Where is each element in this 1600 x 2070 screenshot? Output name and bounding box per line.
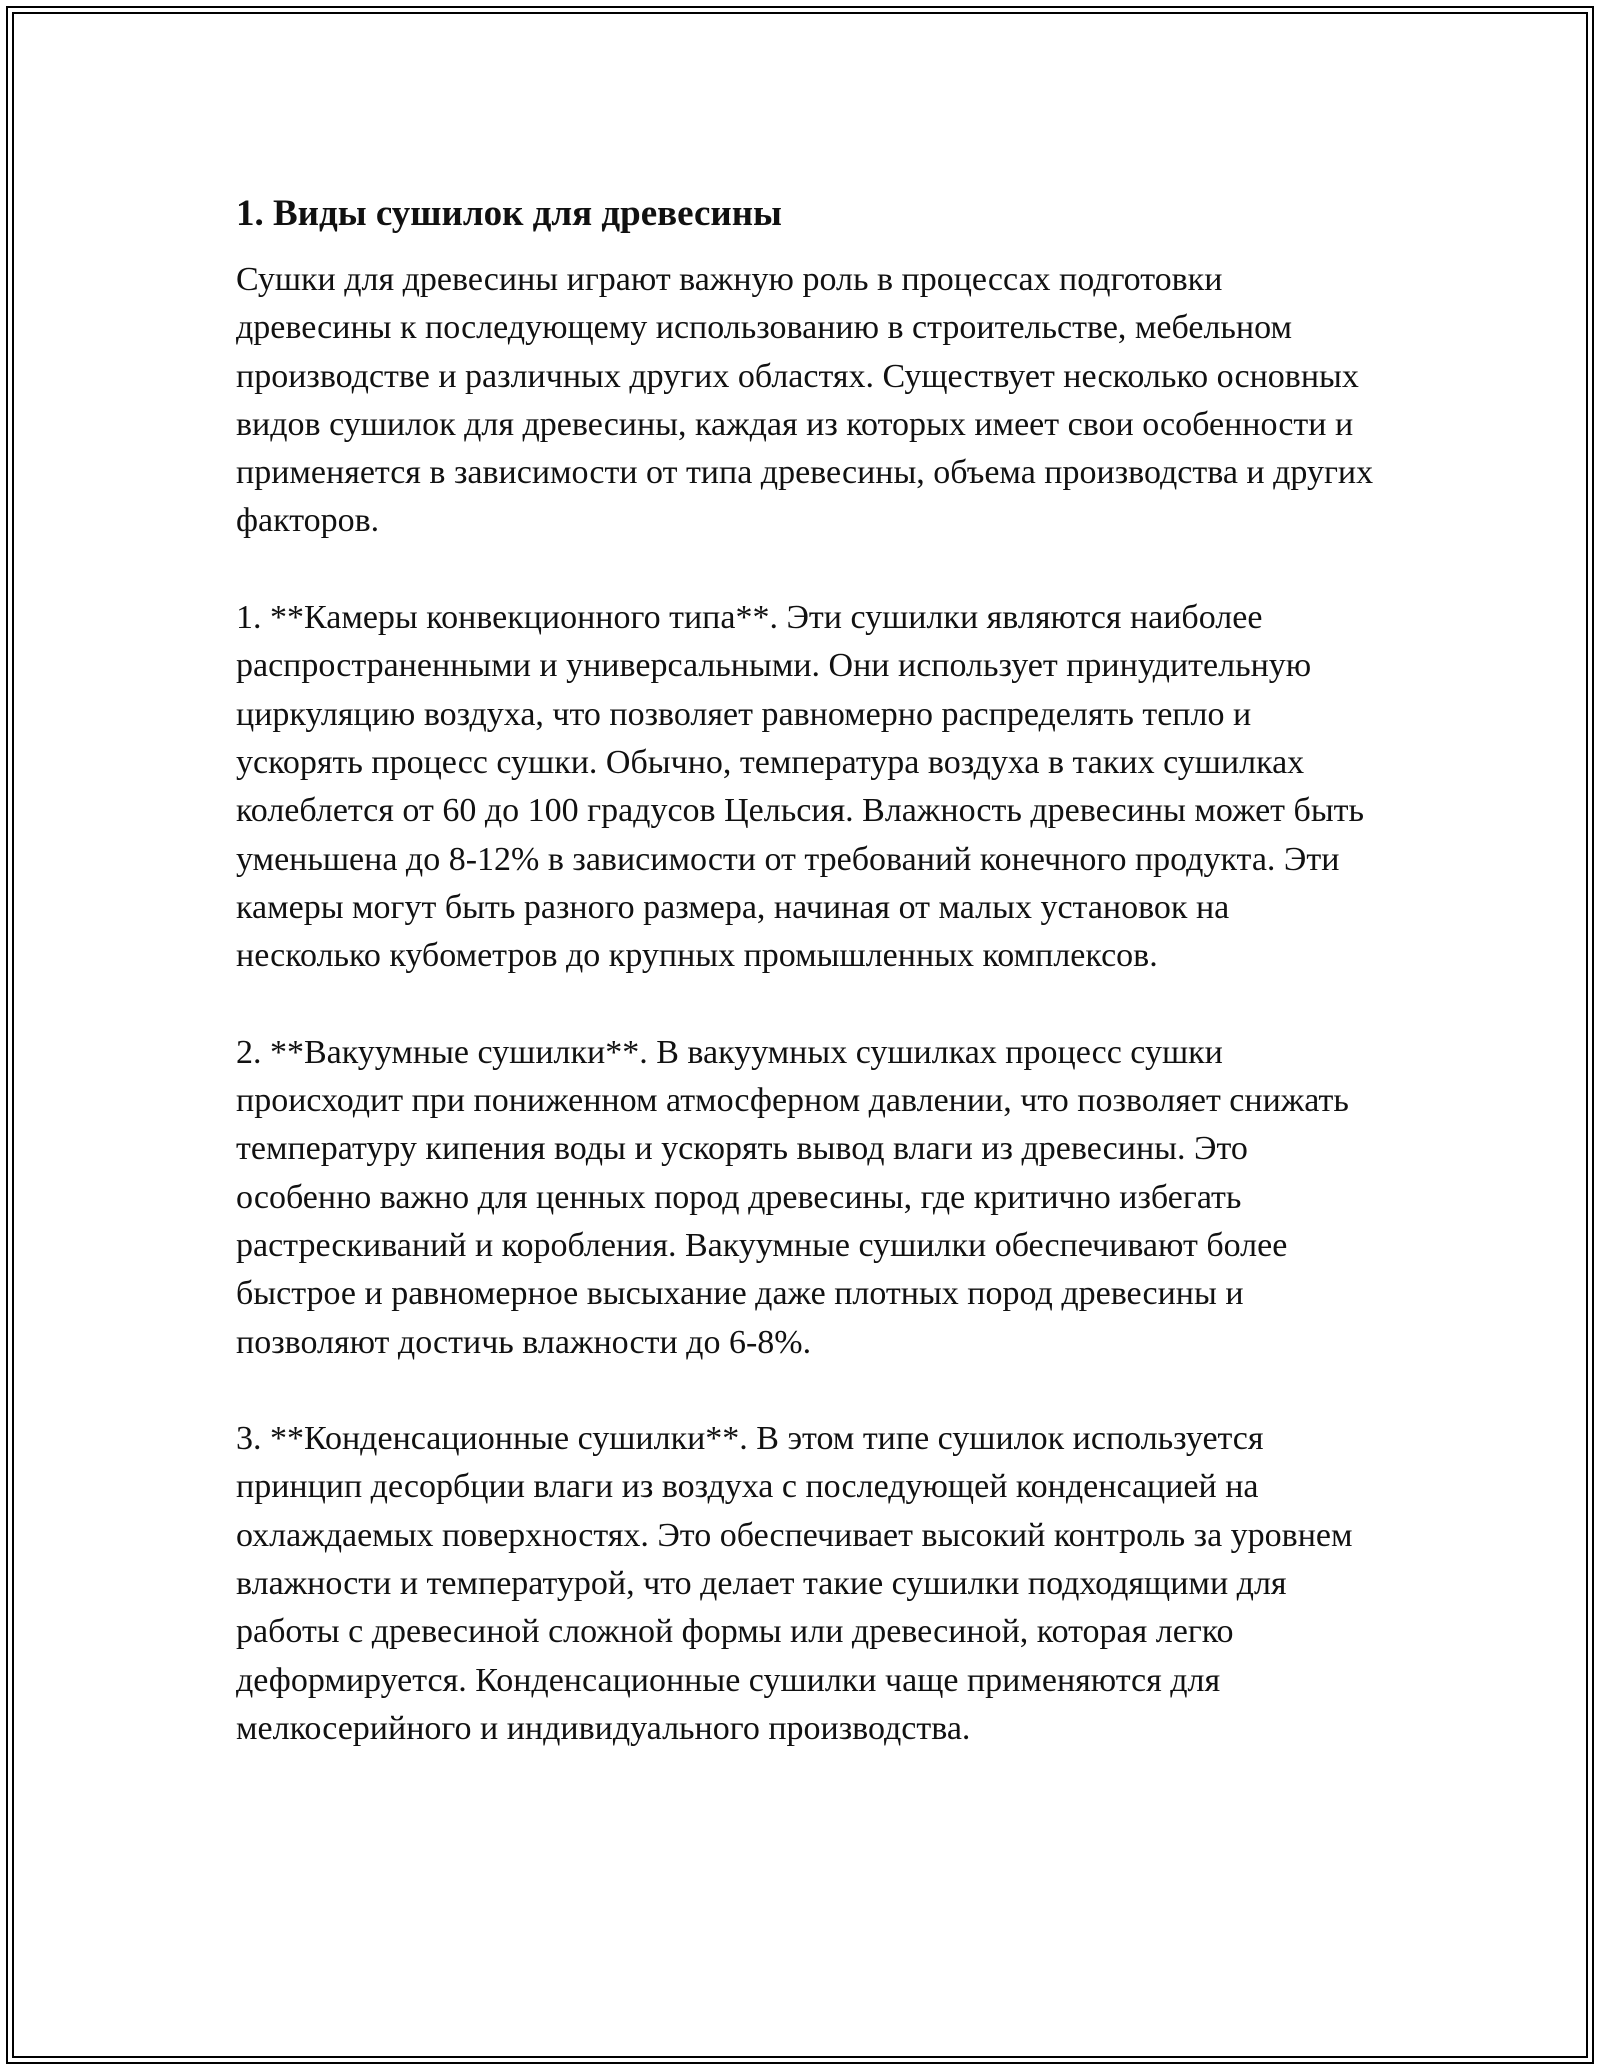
document-body: [236, 186, 1376, 1753]
vacuum-dryers-paragraph: 2. **Вакуумные сушилки**. В вакуумных сушилках процесс сушки происходит при пониженном атмосферном давлении, что позволяет снижать температуру кипения воды и ускорять вывод влаги из древесины. Это особенно важно для ценных пород древесины, где критично избегать растрескиваний и коробления. Вакуумные сушилки обеспечивают более быстрое и равномерное высыхание даже плотных пород древесины и позволяют достичь влажности до 6-8%.: [236, 1033, 1349, 1361]
section-heading: 1. Виды сушилок для древесины: [236, 193, 782, 234]
convection-dryers-paragraph: 1. **Камеры конвекционного типа**. Эти сушилки являются наиболее распространенными и универсальными. Они использует принудительную циркуляцию воздуха, что позволяет равномерно распределять тепло и ускорять процесс сушки. Обычно, температура воздуха в таких сушилках колеблется от 60 до 100 градусов Цельсия. Влажность древесины может быть уменьшена до 8-12% в зависимости от требований конечного продукта. Эти камеры могут быть разного размера, начиная от малых установок на несколько кубометров до крупных промышленных комплексов.: [236, 599, 1365, 975]
condensation-dryers-paragraph: 3. **Конденсационные сушилки**. В этом типе сушилок используется принцип десорбции влаги из воздуха с последующей конденсацией на охлаждаемых поверхностях. Это обеспечивает высокий контроль за уровнем влажности и температурой, что делает такие сушилки подходящими для работы с древесиной сложной формы или древесиной, которая легко деформируется. Конденсационные сушилки чаще применяются для мелкосерийного и индивидуального производства.: [236, 1420, 1353, 1747]
intro-paragraph: Сушки для древесины играют важную роль в процессах подготовки древесины к последующему использованию в строительстве, мебельном производстве и различных других областях. Существует несколько основных видов сушилок для древесины, каждая из которых имеет свои особенности и применяется в зависимости от типа древесины, объема производства и других факторов.: [236, 261, 1374, 540]
